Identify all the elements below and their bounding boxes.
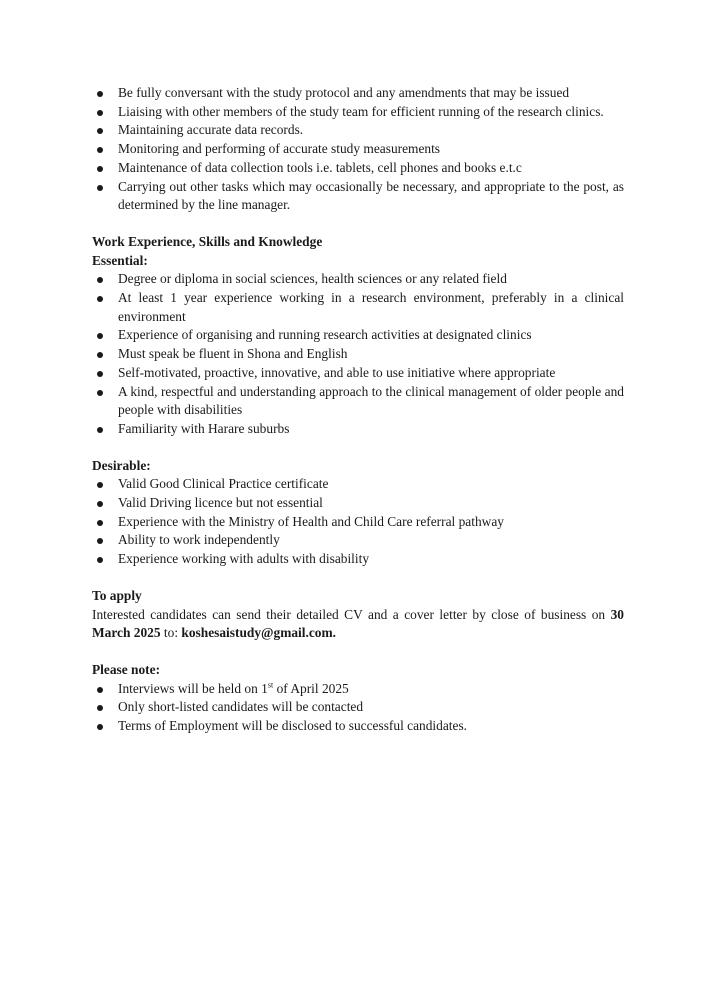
subheading-essential: Essential: [92,252,148,268]
bullet-icon [97,724,103,730]
list-item [92,140,624,159]
apply-paragraph [92,606,624,643]
list-item-text: Valid Driving licence but not essential [118,495,323,511]
bullet-icon [97,128,103,134]
list-item-text: Must speak be fluent in Shona and English [118,346,348,362]
list-item-text: Be fully conversant with the study protocol and any amendments that may be issued [118,85,570,100]
list-item-text: Ability to work independently [118,532,280,548]
bullet-icon [97,296,103,302]
bullet-icon [97,482,103,488]
list-item-text: Maintaining accurate data records. [118,122,304,138]
list-item [92,178,624,215]
list-item [92,159,624,178]
bullet-icon [97,687,103,693]
list-item-text: Valid Good Clinical Practice certificate [118,476,329,492]
list-item [92,326,624,345]
list-item-text: Maintenance of data collection tools i.e. tablets, cell phones and books e.t.c [118,159,522,175]
list-item [92,345,624,364]
list-item-text: Monitoring and performing of accurate study measurements [118,141,441,157]
list-item [92,270,624,289]
bullet-icon [97,427,103,433]
list-item-text: Liaising with other members of the study team for efficient running of the research clinics. [118,103,604,119]
list-item [92,531,624,550]
list-item-text: Familiarity with Harare suburbs [118,420,290,436]
bullet-icon [97,705,103,711]
list-item [92,698,624,717]
bullet-icon [97,185,103,191]
list-item-text: Experience with the Ministry of Health and Child Care referral pathway [118,513,504,529]
bullet-icon [97,538,103,544]
bullet-icon [97,520,103,526]
subheading-desirable: Desirable: [92,457,151,473]
duties-list [92,84,624,215]
list-item [92,383,624,420]
list-item-text: Experience working with adults with disability [118,551,370,567]
list-item [92,121,624,140]
list-item [92,420,624,439]
section-heading-apply: To apply [92,587,142,603]
interview-suffix: of April 2025 [273,680,349,696]
bullet-icon [97,390,103,396]
list-item-text: A kind, respectful and understanding approach to the clinical management of older people and people with disabilities [118,383,624,418]
list-item [92,550,624,569]
list-item-text: Carrying out other tasks which may occasionally be necessary, and appropriate to the post, as determined by the line manager. [118,178,624,213]
list-item [92,364,624,383]
bullet-icon [97,371,103,377]
document-page [92,84,624,736]
list-item-text: Only short-listed candidates will be contacted [118,699,364,715]
bullet-icon [97,557,103,563]
list-item-text: At least 1 year experience working in a research environment, preferably in a clinical environment [118,290,624,324]
bullet-icon [97,352,103,358]
list-item [92,717,624,736]
interview-superscript: st [267,680,274,690]
list-item [92,84,624,103]
desirable-list [92,475,624,569]
bullet-icon [97,166,103,172]
bullet-icon [97,110,103,116]
bullet-icon [97,277,103,283]
apply-email[interactable]: koshesaistudy@gmail.com. [181,625,336,641]
list-item-text: Terms of Employment will be disclosed to successful candidates. [118,718,467,734]
list-item [92,513,624,532]
list-item [92,103,624,122]
list-item-text: Self-motivated, proactive, innovative, and able to use initiative where appropriate [118,364,556,380]
list-item [92,475,624,494]
list-item [92,289,624,326]
apply-to-text: to: [160,625,182,641]
note-list [92,680,624,736]
interview-prefix: Interviews will be held on 1 [118,680,268,696]
essential-list [92,270,624,438]
bullet-icon [97,147,103,153]
apply-text: Interested candidates can send their detailed CV and a cover letter by close of business on [92,606,611,622]
section-heading-experience: Work Experience, Skills and Knowledge [92,233,323,249]
bullet-icon [97,501,103,507]
apply-deadline: 30 March 2025 [92,606,624,641]
section-heading-note: Please note: [92,661,161,677]
bullet-icon [97,91,103,97]
bullet-icon [97,333,103,339]
list-item [92,680,624,699]
list-item [92,494,624,513]
list-item-text: Degree or diploma in social sciences, health sciences or any related field [118,271,507,287]
list-item-text: Experience of organising and running research activities at designated clinics [118,327,532,343]
